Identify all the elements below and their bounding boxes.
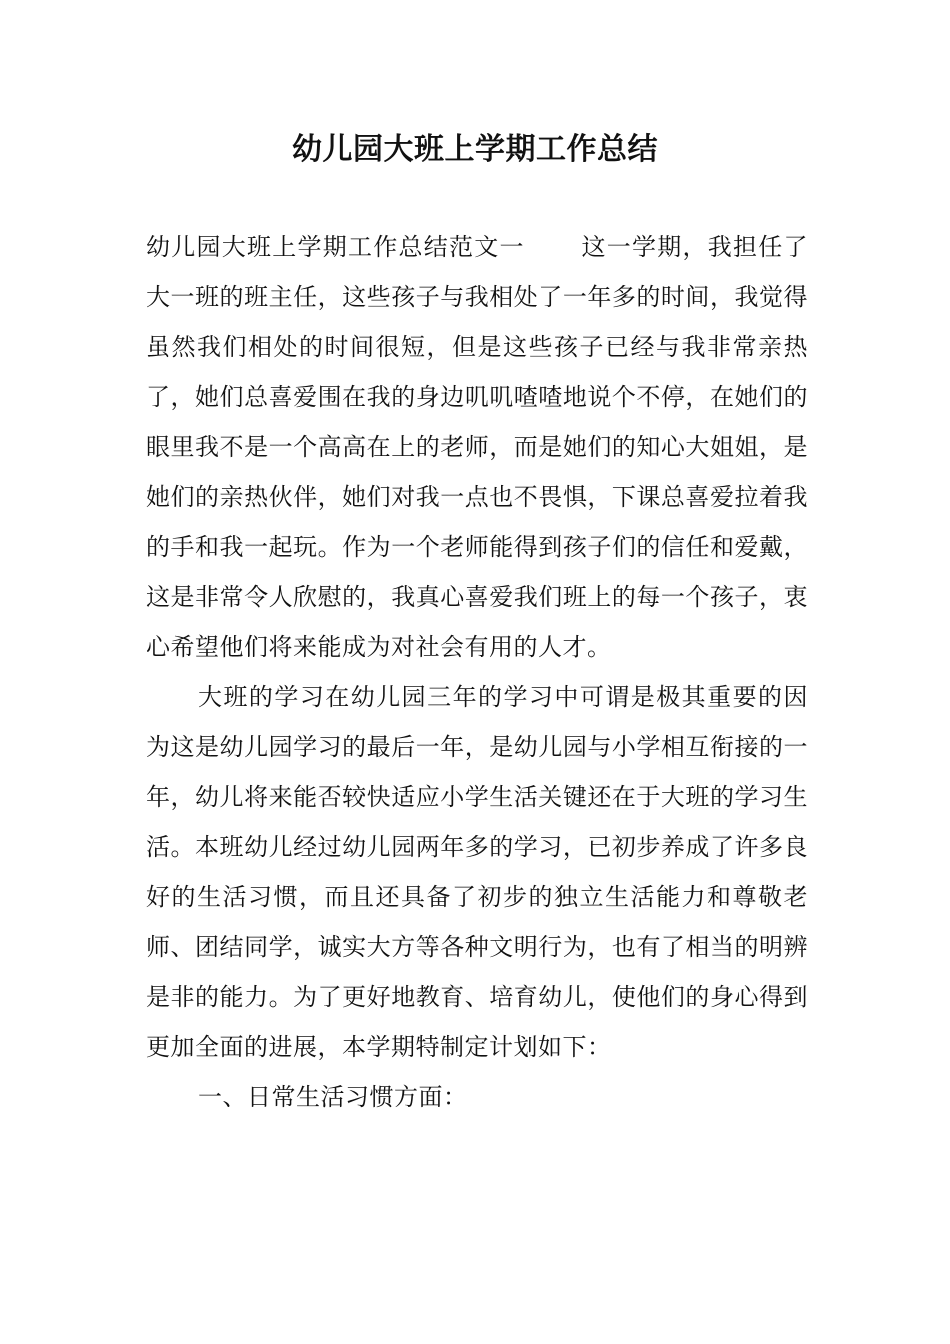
paragraph-2: 大班的学习在幼儿园三年的学习中可谓是极其重要的因为这是幼儿园学习的最后一年，是幼儿园与小学相互衔接的一年，幼儿将来能否较快适应小学生活关键还在于大班的学习生活。本班幼儿经过幼儿园两年多的学习，已初步养成了许多良好的生活习惯，而且还具备了初步的独立生活能力和尊敬老师、团结同学，诚实大方等各种文明行为，也有了相当的明辨是非的能力。为了更好地教育、培育幼儿，使他们的身心得到更加全面的进展，本学期特制定计划如下： [146,683,808,1061]
section-heading: 一、日常生活习惯方面： [198,1083,468,1111]
intro-heading: 幼儿园大班上学期工作总结范文一 [146,233,525,261]
paragraph-1 [146,222,808,672]
paragraph-1-text: 这一学期，我担任了大一班的班主任，这些孩子与我相处了一年多的时间，我觉得虽然我们相处的时间很短，但是这些孩子已经与我非常亲热了，她们总喜爱围在我的身边叽叽喳喳地说个不停，在她们的眼里我不是一个高高在上的老师，而是她们的知心大姐姐，是她们的亲热伙伴，她们对我一点也不畏惧，下课总喜爱拉着我的手和我一起玩。作为一个老师能得到孩子们的信任和爱戴，这是非常令人欣慰的，我真心喜爱我们班上的每一个孩子，衷心希望他们将来能成为对社会有用的人才。 [146,233,808,661]
document-body [146,222,808,1122]
document-title: 幼儿园大班上学期工作总结 [292,132,658,167]
